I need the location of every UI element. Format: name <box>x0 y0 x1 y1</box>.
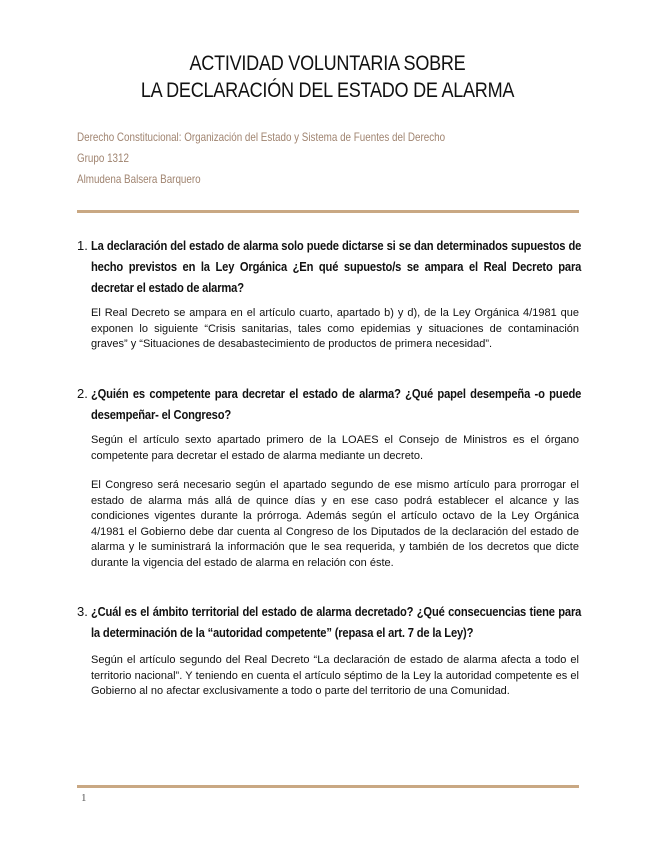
header-divider <box>77 210 579 213</box>
document-meta <box>77 127 526 190</box>
question-2 <box>77 383 582 425</box>
document-title <box>46 50 609 104</box>
footer-divider <box>77 785 579 788</box>
title-line-1: ACTIVIDAD VOLUNTARIA SOBRE <box>189 52 466 75</box>
question-number: 3. <box>77 604 88 619</box>
page-number: 1 <box>81 792 87 804</box>
title-line-2: LA DECLARACIÓN DEL ESTADO DE ALARMA <box>140 79 515 102</box>
question-3 <box>77 601 582 643</box>
answer-2-paragraph-1: Según el artículo sexto apartado primero de la LOAES el Consejo de Ministros es el órgano competente para decretar el estado de alarma mediante un decreto. <box>91 434 579 462</box>
question-1 <box>77 235 582 298</box>
answer-2-paragraph-2: El Congreso será necesario según el apartado segundo de ese mismo artículo para prorrogar el estado de alarma más allá de quince días y en ese caso podrá establecer el alcance y las condiciones vigentes durante la prórroga. Además según el artículo octavo de la Ley Orgánica 4/1981 el Gobierno debe dar cuenta al Congreso de los Diputados de la declaración del estado de alarma y le suministrará la información que le sea requerida, y también de los decretos que dicte durante la vigencia del estado de alarma en relación con éste. <box>91 479 579 569</box>
author-name: Almudena Balsera Barquero <box>77 172 201 186</box>
group-name: Grupo 1312 <box>77 151 129 165</box>
question-number: 1. <box>77 238 88 253</box>
question-number: 2. <box>77 386 88 401</box>
question-text: La declaración del estado de alarma solo puede dictarse si se dan determinados supuestos de hecho previstos en la Ley Orgánica ¿En qué supuesto/s se ampara el Real Decreto para decretar el estado de alarma? <box>91 238 582 295</box>
question-text: ¿Quién es competente para decretar el estado de alarma? ¿Qué papel desempeña -o puede desempeñar- el Congreso? <box>91 386 582 422</box>
answer-1-paragraph-1: El Real Decreto se ampara en el artículo cuarto, apartado b) y d), de la Ley Orgánica 4/1981 que exponen lo siguiente “Crisis sanitarias, tales como epidemias y situaciones de contaminación graves” y “Situaciones de desabastecimiento de productos de primera necesidad”. <box>91 307 579 350</box>
answer-3-paragraph-1: Según el artículo segundo del Real Decreto “La declaración de estado de alarma afecta a todo el territorio nacional”. Y teniendo en cuenta el artículo séptimo de la Ley la autoridad competente es el Gobierno al no afectar exclusivamente a todo o parte del territorio de una Comunidad. <box>91 654 579 697</box>
question-text: ¿Cuál es el ámbito territorial del estado de alarma decretado? ¿Qué consecuencias tiene para la determinación de la “autoridad competente” (repasa el art. 7 de la Ley)? <box>91 604 582 640</box>
course-name: Derecho Constitucional: Organización del Estado y Sistema de Fuentes del Derecho <box>77 130 446 144</box>
